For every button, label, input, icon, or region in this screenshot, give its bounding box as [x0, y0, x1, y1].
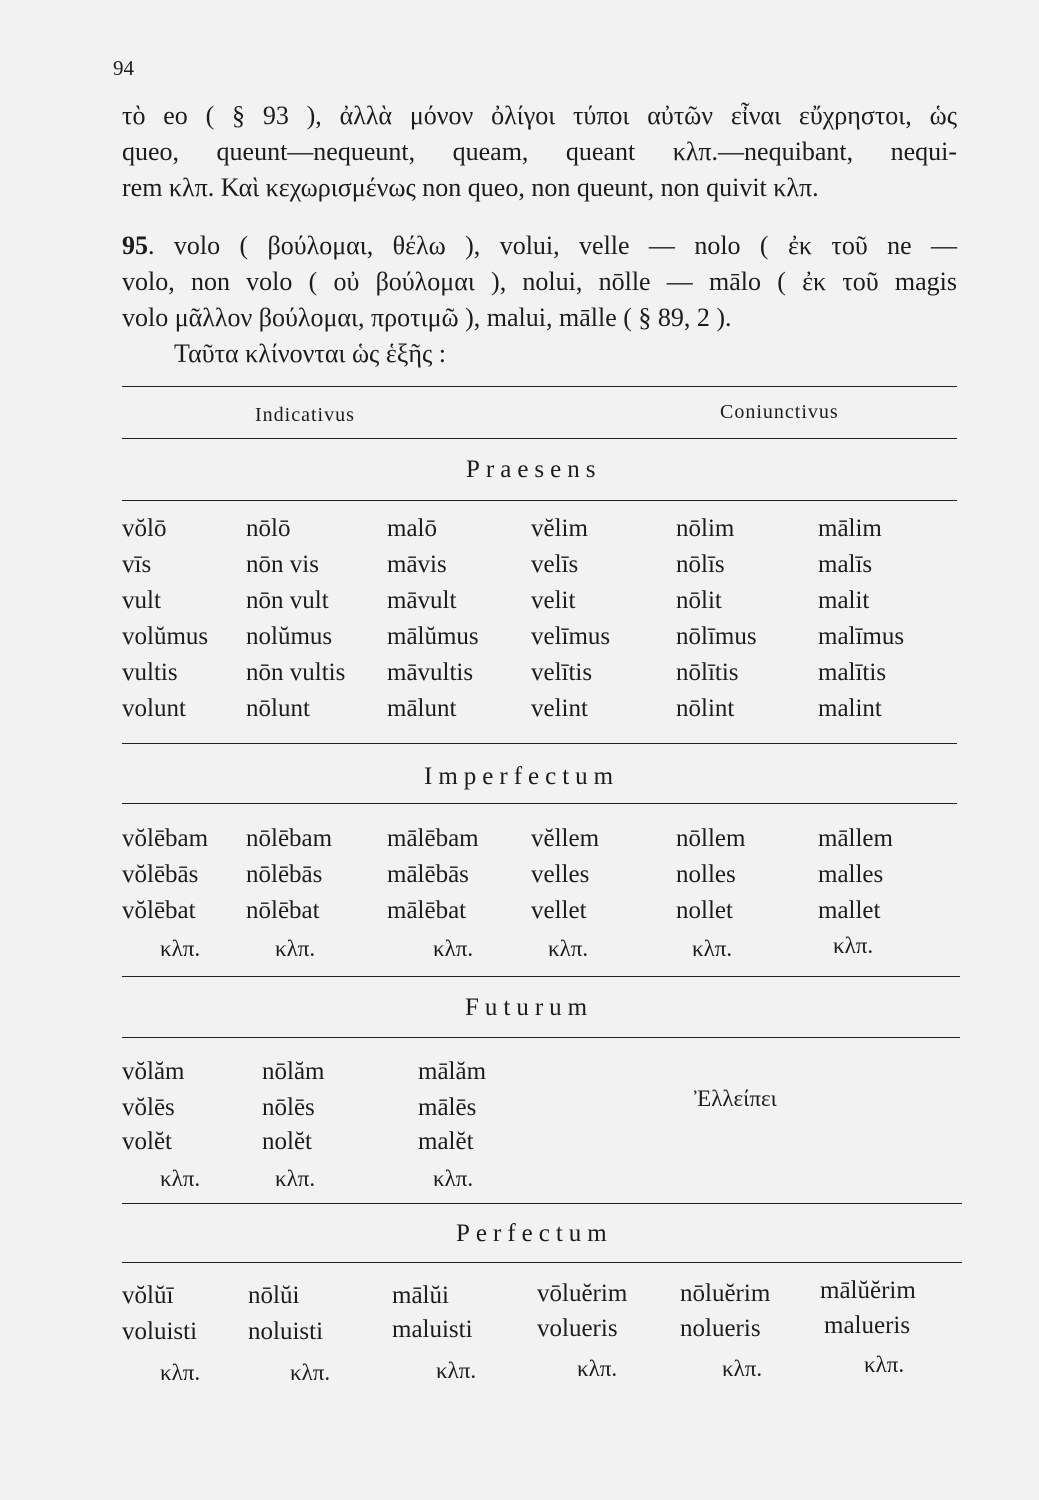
etc-label: κλπ.	[275, 936, 316, 961]
indicative-header: Indicativus	[255, 404, 355, 426]
form-cell: māvis	[387, 551, 447, 578]
rule	[122, 438, 957, 439]
form-cell: nōlit	[676, 587, 722, 614]
rule	[122, 743, 957, 744]
form-cell: mālŭmus	[387, 623, 479, 650]
section-line: volo μᾶλλον βούλομαι, προτιμῶ ), malui, mālle ( § 89, 2 ).	[122, 303, 732, 332]
form-cell: volŭmus	[122, 623, 209, 650]
etc-label: κλπ.	[864, 1352, 905, 1377]
form-cell: vĕlim	[531, 515, 588, 542]
form-cell: vultis	[122, 659, 178, 686]
form-cell: nolles	[676, 861, 736, 888]
form-cell: vŏlēbam	[122, 825, 209, 852]
form-cell: nōn vult	[246, 587, 329, 614]
form-cell: mālim	[818, 515, 882, 542]
etc-label: κλπ.	[692, 936, 733, 961]
form-cell: nōlunt	[246, 695, 310, 722]
intro-line: queo, queunt—nequeunt, queam, queant κλπ.—nequibant, nequi-	[122, 137, 957, 166]
section-line: volo, non volo ( οὐ βούλομαι ), nolui, nōlle — mālo ( ἐκ τοῦ magis	[122, 267, 957, 296]
section-title-praesens: Praesens	[466, 456, 602, 483]
form-cell: nōlīs	[676, 551, 725, 578]
form-cell: nōlŭi	[248, 1282, 300, 1309]
form-cell: malītis	[818, 659, 887, 686]
form-cell: maluisti	[392, 1316, 473, 1343]
form-cell: malueris	[824, 1312, 911, 1339]
form-cell: velles	[531, 861, 590, 888]
rule	[122, 1037, 960, 1038]
form-cell: vŏlēbat	[122, 897, 196, 924]
rule	[122, 1203, 962, 1204]
form-cell: mālēbat	[387, 897, 467, 924]
form-cell: velītis	[531, 659, 593, 686]
form-cell: vĕllem	[531, 825, 600, 852]
subjunctive-missing-note: Ἐλλείπει	[694, 1086, 777, 1111]
form-cell: nolŭmus	[246, 623, 333, 650]
form-cell: māvult	[387, 587, 457, 614]
form-cell: māllem	[818, 825, 893, 852]
form-cell: vult	[122, 587, 161, 614]
form-cell: nōlītis	[676, 659, 739, 686]
section-number: 95	[122, 231, 148, 260]
page-number: 94	[113, 56, 134, 80]
intro-line: rem κλπ. Καὶ κεχωρισμένως non queo, non queunt, non quivit κλπ.	[122, 173, 819, 202]
form-cell: vŏlēs	[122, 1094, 175, 1121]
etc-label: κλπ.	[577, 1356, 618, 1381]
form-cell: voluisti	[122, 1318, 198, 1345]
form-cell: vōluĕrim	[537, 1280, 628, 1307]
form-cell: volunt	[122, 695, 186, 722]
form-cell: nollet	[676, 897, 733, 924]
form-cell: nōn vultis	[246, 659, 346, 686]
form-cell: vŏlŭī	[122, 1282, 174, 1309]
form-cell: nōlēbam	[246, 825, 333, 852]
form-cell: malles	[818, 861, 884, 888]
etc-label: κλπ.	[160, 1360, 201, 1385]
form-cell: malīs	[818, 551, 873, 578]
form-cell: nolĕt	[262, 1128, 312, 1155]
section-title-imperfectum: Imperfectum	[424, 763, 620, 790]
form-cell: mālēbās	[387, 861, 469, 888]
rule	[122, 386, 957, 387]
rule	[122, 976, 960, 977]
form-cell: malīmus	[818, 623, 905, 650]
form-cell: malĕt	[418, 1128, 474, 1155]
form-cell: nolueris	[680, 1315, 761, 1342]
form-cell: nōlō	[246, 515, 291, 542]
etc-label: κλπ.	[290, 1360, 331, 1385]
form-cell: nōlăm	[262, 1058, 325, 1085]
etc-label: κλπ.	[548, 936, 589, 961]
section-title-perfectum: Perfectum	[456, 1220, 613, 1247]
form-cell: volĕt	[122, 1128, 172, 1155]
etc-label: κλπ.	[833, 933, 874, 958]
form-cell: mālŭi	[392, 1282, 449, 1309]
form-cell: māvultis	[387, 659, 474, 686]
etc-label: κλπ.	[722, 1356, 763, 1381]
section-line: Ταῦτα κλίνονται ὡς ἑξῆς :	[174, 339, 446, 368]
form-cell: malint	[818, 695, 882, 722]
etc-label: κλπ.	[160, 936, 201, 961]
form-cell: velint	[531, 695, 588, 722]
form-cell: nōlint	[676, 695, 735, 722]
form-cell: mālăm	[418, 1058, 487, 1085]
form-cell: vŏlō	[122, 515, 167, 542]
form-cell: velit	[531, 587, 576, 614]
intro-paragraph	[122, 98, 957, 206]
form-cell: nōlēs	[262, 1094, 315, 1121]
section-line	[122, 228, 957, 264]
intro-line: τὸ eo ( § 93 ), ἀλλὰ μόνον ὀλίγοι τύποι αὐτῶν εἶναι εὔχρηστοι, ὡς	[122, 101, 957, 130]
form-cell: velīmus	[531, 623, 611, 650]
form-cell: vīs	[122, 551, 152, 578]
form-cell: mālēbam	[387, 825, 479, 852]
subjunctive-header: Coniunctivus	[720, 401, 839, 423]
form-cell: mālēs	[418, 1094, 477, 1121]
form-cell: nōlim	[676, 515, 735, 542]
form-cell: malō	[387, 515, 437, 542]
etc-label: κλπ.	[275, 1166, 316, 1191]
form-cell: nōlīmus	[676, 623, 757, 650]
form-cell: noluisti	[248, 1318, 324, 1345]
rule	[122, 500, 957, 501]
form-cell: mālŭĕrim	[820, 1277, 916, 1304]
form-cell: velīs	[531, 551, 579, 578]
form-cell: vellet	[531, 897, 587, 924]
form-cell: nōluĕrim	[680, 1280, 771, 1307]
form-cell: nōllem	[676, 825, 746, 852]
form-cell: malit	[818, 587, 870, 614]
form-cell: mālunt	[387, 695, 457, 722]
form-cell: volueris	[537, 1315, 618, 1342]
section-line-text: . volo ( βούλομαι, θέλω ), volui, velle — nolo ( ἐκ τοῦ ne —	[148, 231, 957, 260]
form-cell: nōn vis	[246, 551, 319, 578]
etc-label: κλπ.	[160, 1166, 201, 1191]
form-cell: vŏlēbās	[122, 861, 199, 888]
section-title-futurum: Futurum	[465, 994, 594, 1021]
form-cell: mallet	[818, 897, 881, 924]
etc-label: κλπ.	[436, 1358, 477, 1383]
etc-label: κλπ.	[433, 1166, 474, 1191]
etc-label: κλπ.	[433, 936, 474, 961]
rule	[122, 1262, 962, 1263]
form-cell: nōlēbās	[246, 861, 323, 888]
form-cell: vŏlăm	[122, 1058, 185, 1085]
form-cell: nōlēbat	[246, 897, 320, 924]
rule	[122, 803, 957, 804]
section-95-paragraph	[122, 228, 957, 372]
